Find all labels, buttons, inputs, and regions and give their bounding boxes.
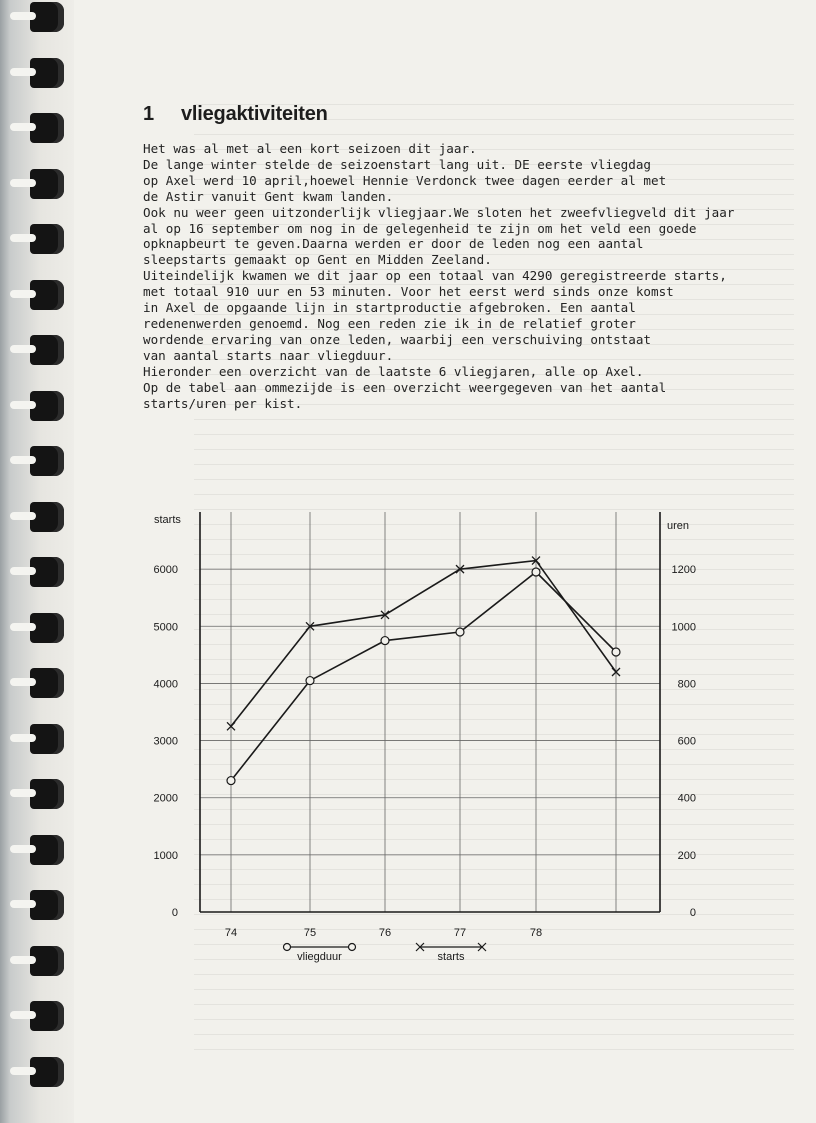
x-tick-label: 77	[453, 927, 467, 939]
left-tick-label: 1000	[153, 849, 178, 862]
left-axis-title: starts	[154, 514, 181, 526]
binding-ring	[30, 224, 64, 254]
section-title: vliegaktiviteiten	[181, 103, 328, 125]
series-line-starts	[231, 561, 616, 727]
binding-ring	[30, 335, 64, 365]
legend-marker-vliegduur	[284, 944, 291, 951]
binding-ring	[30, 1001, 64, 1031]
right-tick-label: 1000	[671, 621, 696, 634]
binding-ring	[30, 890, 64, 920]
x-tick-label: 75	[303, 927, 317, 939]
body-line: Ook nu weer geen uitzonderlijk vliegjaar.We sloten het zweefvliegveld dit jaar	[143, 204, 735, 220]
body-line: van aantal starts naar vliegduur.	[143, 347, 394, 363]
binding-ring	[30, 946, 64, 976]
binding-ring	[30, 169, 64, 199]
right-tick-label: 400	[677, 792, 696, 805]
left-tick-label: 2000	[153, 792, 178, 805]
body-line: Op de tabel aan ommezijde is een overzicht weergegeven van het aantal	[143, 379, 667, 395]
body-text	[143, 141, 793, 411]
data-point-vliegduur	[381, 637, 389, 645]
binding-ring	[30, 391, 64, 421]
body-line: Uiteindelijk kwamen we dit jaar op een totaal van 4290 geregistreerde starts,	[143, 268, 727, 284]
binding-ring	[30, 613, 64, 643]
right-axis-title: uren	[667, 520, 690, 532]
legend-marker-vliegduur	[349, 944, 356, 951]
body-line: Hieronder een overzicht van de laatste 6 vliegjaren, alle op Axel.	[143, 363, 644, 379]
data-point-vliegduur	[532, 568, 540, 576]
chart-legend	[284, 943, 487, 963]
x-tick-label: 74	[224, 927, 238, 939]
left-tick-label: 0	[171, 907, 178, 919]
chart-series	[227, 557, 620, 785]
chart-axes	[154, 512, 696, 939]
left-tick-label: 4000	[153, 678, 178, 691]
body-line: sleepstarts gemaakt op Gent en Midden Zeeland.	[143, 252, 492, 268]
section-heading	[143, 103, 328, 126]
binding-ring	[30, 557, 64, 587]
binding-ring	[30, 446, 64, 476]
chart-grid	[200, 512, 660, 912]
left-tick-label: 5000	[153, 621, 178, 634]
body-line: wordende ervaring van onze leden, waarbij een verschuiving ontstaat	[143, 331, 651, 347]
legend-label-vliegduur: vliegduur	[297, 951, 342, 963]
section-number: 1	[143, 103, 154, 125]
binding-ring	[30, 58, 64, 88]
spiral-binding	[0, 0, 74, 1123]
right-tick-label: 600	[677, 735, 696, 748]
left-tick-label: 6000	[153, 564, 178, 577]
line-chart	[140, 500, 740, 980]
left-tick-label: 3000	[153, 735, 178, 748]
binding-ring	[30, 779, 64, 809]
right-tick-label: 800	[677, 678, 696, 691]
x-tick-label: 78	[529, 927, 543, 939]
body-line: Het was al met al een kort seizoen dit jaar.	[143, 141, 477, 156]
right-tick-label: 1200	[671, 564, 696, 577]
data-point-vliegduur	[456, 628, 464, 636]
body-line: in Axel de opgaande lijn in startproductie afgebroken. Een aantal	[143, 300, 636, 316]
body-line: redenenwerden genoemd. Nog een reden zie ik in de relatief groter	[143, 315, 636, 331]
body-line: op Axel werd 10 april,hoewel Hennie Verdonck twee dagen eerder al met	[143, 172, 667, 188]
binding-ring	[30, 1057, 64, 1087]
binding-ring	[30, 835, 64, 865]
data-point-vliegduur	[612, 648, 620, 656]
body-line: met totaal 910 uur en 53 minuten. Voor het eerst werd sinds onze komst	[143, 284, 674, 300]
body-line: starts/uren per kist.	[143, 395, 303, 411]
binding-ring	[30, 280, 64, 310]
legend-label-starts: starts	[437, 951, 465, 963]
right-tick-label: 0	[689, 907, 696, 919]
body-line: de Astir vanuit Gent kwam landen.	[143, 188, 394, 204]
body-line: De lange winter stelde de seizoenstart lang uit. DE eerste vliegdag	[143, 156, 651, 172]
x-tick-label: 76	[378, 927, 392, 939]
binding-ring	[30, 724, 64, 754]
binding-ring	[30, 668, 64, 698]
right-tick-label: 200	[677, 849, 696, 862]
data-point-vliegduur	[306, 677, 314, 685]
binding-ring	[30, 502, 64, 532]
series-line-vliegduur	[231, 572, 616, 781]
binding-ring	[30, 2, 64, 32]
binding-ring	[30, 113, 64, 143]
body-line: al op 16 september om nog in de gelegenheid te zijn om het veld een goede	[143, 220, 697, 236]
data-point-vliegduur	[227, 777, 235, 785]
body-line: opknapbeurt te geven.Daarna werden er door de leden nog een aantal	[143, 236, 644, 252]
